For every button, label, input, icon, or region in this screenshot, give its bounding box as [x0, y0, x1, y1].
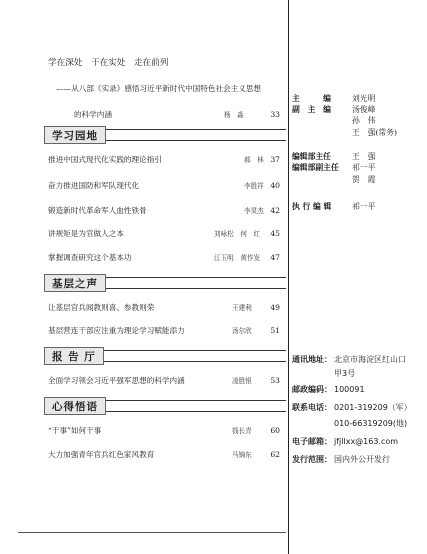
article-author: 杨 淼	[224, 111, 244, 119]
article-page: 62	[270, 450, 280, 459]
editorial-name: 祁一平	[352, 163, 376, 172]
postcode-value: 100091	[334, 385, 365, 394]
article-author: 李炅杰	[244, 207, 264, 215]
phone-value-2: 010-66319209(地)	[334, 419, 408, 428]
article-page: 45	[270, 229, 280, 238]
article-title: 让基层官兵闻教则喜、参教则荣	[48, 303, 155, 312]
section-title: 报 告 厅	[44, 347, 104, 365]
article-page: 47	[270, 253, 280, 262]
section-title: 基层之声	[44, 274, 106, 292]
address-value: 北京市海淀区红山口	[334, 355, 406, 364]
article-author: 江玉明 黄作发	[214, 254, 261, 262]
article-title: 奋力推进国防和军队现代化	[48, 181, 140, 190]
article-author: 郝 林	[244, 156, 264, 164]
article-page: 33	[270, 110, 280, 119]
section-title: 学习园地	[44, 126, 106, 144]
article-author: 王建利	[232, 304, 252, 312]
article-page: 37	[270, 155, 280, 164]
address-value-line2: 甲3号	[334, 369, 356, 378]
article-title: “干事”如何干事	[48, 426, 102, 435]
editorial-name: 刘光明	[352, 94, 376, 103]
email-value[interactable]: jfjllxx@163.com	[334, 437, 399, 446]
distribution-value: 国内外公开发行	[334, 455, 390, 464]
editorial-role: 主 编	[292, 94, 331, 103]
article-title: 锻造新时代革命军人血性铁骨	[48, 206, 147, 215]
article-page: 51	[270, 326, 280, 335]
editorial-role: 执 行 编 辑	[292, 202, 332, 211]
editorial-name: 王 强	[352, 152, 376, 161]
postcode-label: 邮政编码：	[292, 385, 332, 394]
article-author: 汤尔欣	[232, 327, 252, 335]
editorial-name: 王 强(常务)	[352, 128, 398, 137]
article-title: 的科学内涵	[74, 110, 112, 119]
article-title: 大力加强青年官兵红色家风教育	[48, 450, 155, 459]
section-header	[44, 274, 286, 292]
article-author: 凌胜银	[232, 377, 252, 385]
editorial-role: 编辑部副主任	[292, 163, 339, 172]
article-page: 40	[270, 181, 280, 190]
phone-label: 联系电话：	[292, 403, 332, 412]
editorial-name: 祁一平	[352, 202, 376, 211]
article-subtitle: ——从八部《实录》感悟习近平新时代中国特色社会主义思想	[56, 84, 262, 93]
section-header	[44, 347, 286, 365]
phone-value-1: 0201-319209（军）	[334, 403, 412, 412]
editorial-name: 汤俊峰	[352, 105, 376, 114]
section-title: 心得悟语	[44, 397, 106, 415]
editorial-name: 孙 伟	[352, 116, 376, 125]
distribution-label: 发行范围：	[292, 455, 332, 464]
article-page: 60	[270, 426, 280, 435]
article-author: 刘咏松 何 红	[214, 230, 261, 238]
editorial-role: 副 主 编	[292, 105, 331, 114]
article-title: 掌握调查研究这个基本功	[48, 253, 132, 262]
section-header	[44, 126, 286, 144]
editorial-name: 贺 霞	[352, 175, 376, 184]
article-author: 马锦东	[232, 451, 252, 459]
article-page: 53	[270, 376, 280, 385]
article-title: 学在深处 干在实处 走在前列	[48, 58, 169, 68]
address-label: 通讯地址：	[292, 355, 332, 364]
editorial-role: 编辑部主任	[292, 152, 331, 161]
section-header	[44, 397, 286, 415]
email-label: 电子邮箱：	[292, 437, 332, 446]
article-title: 全面学习领会习近平强军思想的科学内涵	[48, 376, 185, 385]
column-divider	[288, 0, 289, 554]
article-title: 基层营连干部应注重为理论学习赋能添力	[48, 326, 185, 335]
article-page: 42	[270, 206, 280, 215]
article-title: 推进中国式现代化实践的理论指引	[48, 155, 162, 164]
article-author: 钱长青	[232, 427, 252, 435]
article-page: 49	[270, 303, 280, 312]
article-author: 李胜祥	[244, 182, 264, 190]
bottom-divider	[18, 532, 286, 533]
article-title: 讲规矩是为官做人之本	[48, 229, 124, 238]
